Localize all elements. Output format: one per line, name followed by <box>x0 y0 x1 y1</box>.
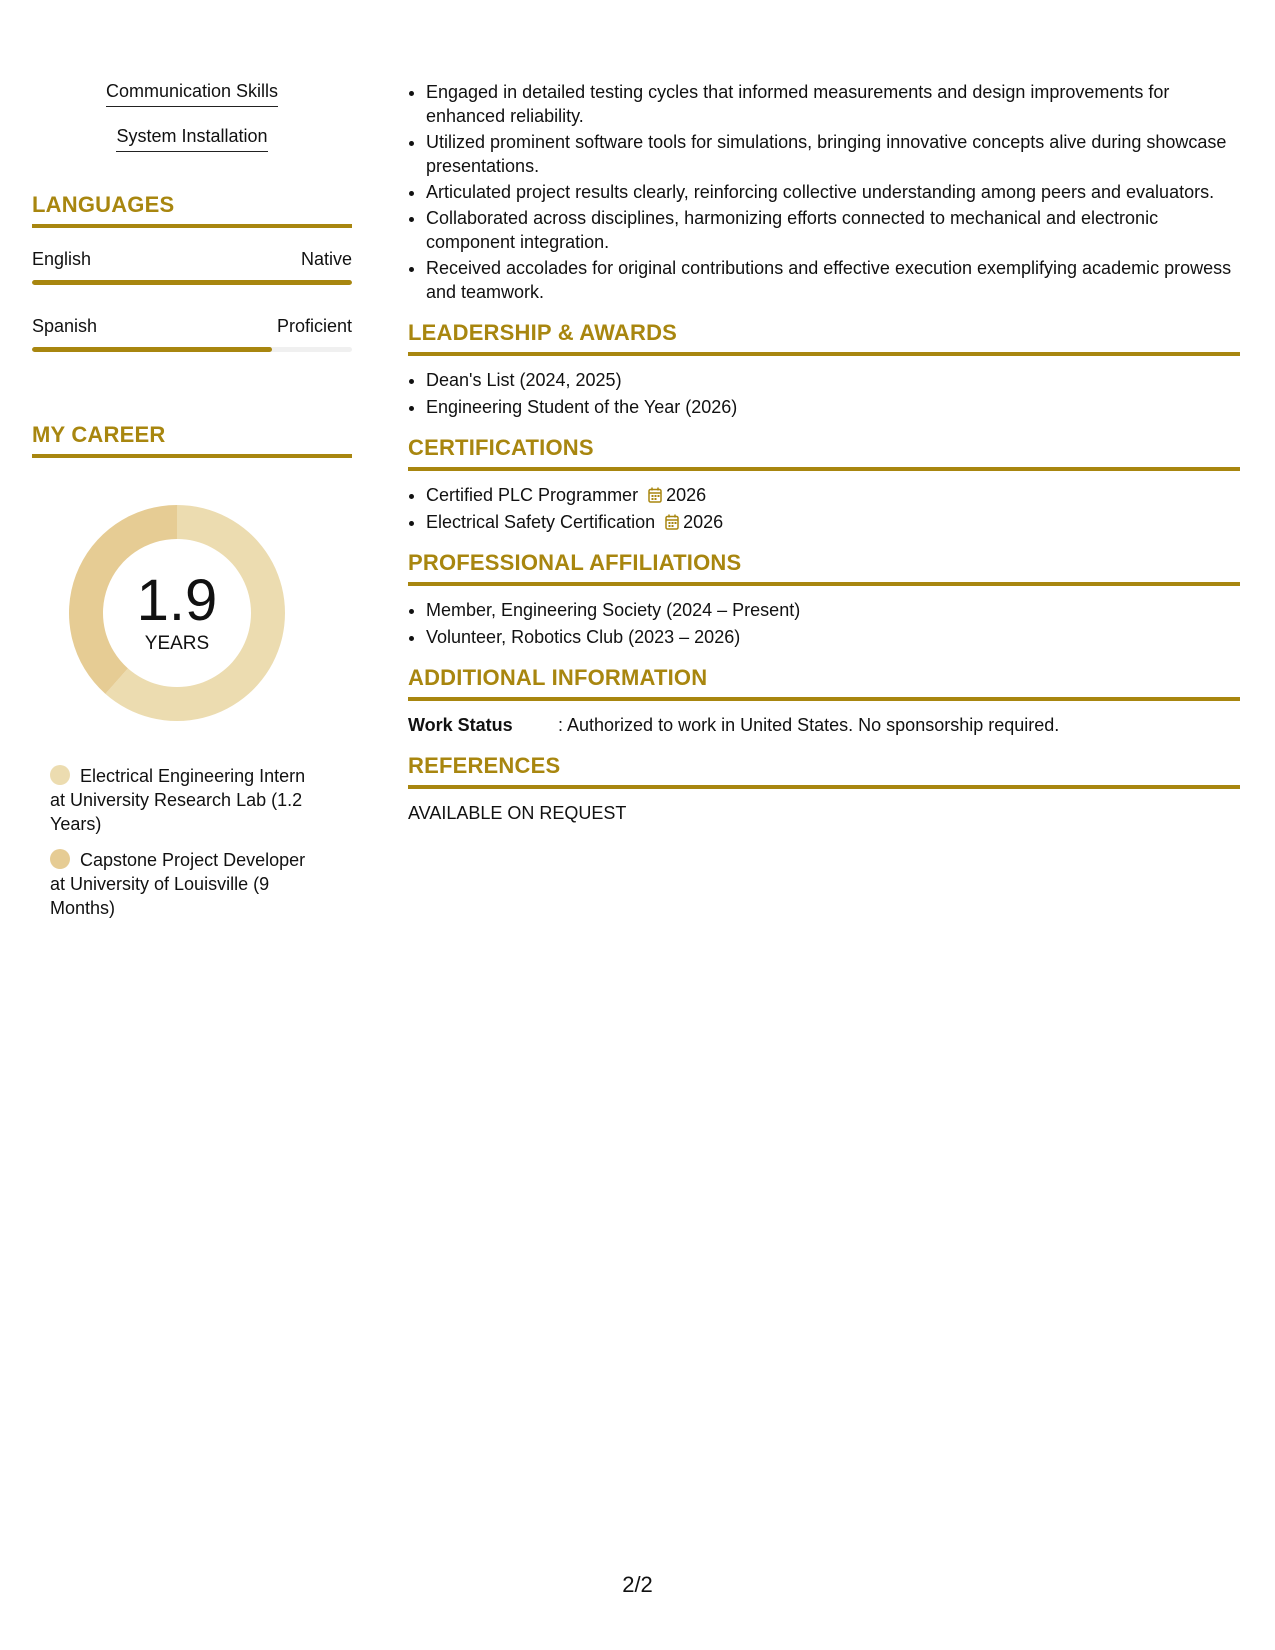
calendar-icon <box>665 514 679 530</box>
career-donut-chart <box>62 498 292 728</box>
language-level-fill <box>32 347 272 352</box>
career-item-text: Electrical Engineering Intern at University Research Lab (1.2 Years) <box>50 766 306 834</box>
list-item: • Dean's List (2024, 2025) <box>426 368 1240 392</box>
language-item <box>32 315 352 352</box>
career-total-number: 1.9 <box>136 568 218 633</box>
list-item: • Volunteer, Robotics Club (2023 – 2026) <box>426 625 1240 649</box>
page-number: 2/2 <box>622 1572 653 1597</box>
skill-chip: System Installation <box>116 125 267 152</box>
list-item: • Engineering Student of the Year (2026) <box>426 395 1240 419</box>
language-name: Spanish <box>32 316 98 336</box>
career-list <box>32 764 352 920</box>
left-column <box>32 80 352 932</box>
additional-info-heading: ADDITIONAL INFORMATION <box>408 665 1240 701</box>
certification-name: Electrical Safety Certification <box>426 512 656 532</box>
affiliations-heading: PROFESSIONAL AFFILIATIONS <box>408 550 1240 586</box>
career-legend-dot <box>50 765 70 785</box>
list-item: • Utilized prominent software tools for simulations, bringing innovative concepts alive during showcase presentations. <box>426 130 1240 178</box>
project-bullet-list <box>408 80 1240 304</box>
list-item: • Member, Engineering Society (2024 – Present) <box>426 598 1240 622</box>
language-item <box>32 248 352 285</box>
certification-name: Certified PLC Programmer <box>426 485 639 505</box>
language-name: English <box>32 249 92 269</box>
language-level-bar <box>32 347 352 352</box>
career-item <box>50 848 320 920</box>
career-heading: MY CAREER <box>32 422 352 458</box>
calendar-icon <box>648 487 662 503</box>
work-status-value: : Authorized to work in United States. No sponsorship required. <box>558 715 1060 735</box>
language-level-fill <box>32 280 352 285</box>
language-level-bar <box>32 280 352 285</box>
work-status-label: Work Status <box>408 715 513 735</box>
references-heading: REFERENCES <box>408 753 1240 789</box>
career-legend-dot <box>50 849 70 869</box>
list-item: • Received accolades for original contributions and effective execution exemplifying academic prowess and teamwork. <box>426 256 1240 304</box>
certification-year: 2026 <box>666 485 707 505</box>
list-item: • Articulated project results clearly, reinforcing collective understanding among peers and evaluators. <box>426 180 1240 204</box>
language-level: Native <box>300 249 352 269</box>
career-total-unit: YEARS <box>144 633 210 654</box>
career-item <box>50 764 320 836</box>
skill-chip: Communication Skills <box>106 80 278 107</box>
list-item: • Collaborated across disciplines, harmonizing efforts connected to mechanical and electronic component integration. <box>426 206 1240 254</box>
leadership-list <box>408 368 1240 419</box>
list-item: • Engaged in detailed testing cycles that informed measurements and design improvements for enhanced reliability. <box>426 80 1240 128</box>
work-status-row <box>408 713 1240 737</box>
certification-year: 2026 <box>683 512 724 532</box>
leadership-heading: LEADERSHIP & AWARDS <box>408 320 1240 356</box>
list-item <box>426 510 1240 534</box>
certifications-heading: CERTIFICATIONS <box>408 435 1240 471</box>
languages-heading: LANGUAGES <box>32 192 352 228</box>
right-column <box>408 80 1240 825</box>
certifications-list <box>408 483 1240 534</box>
language-level: Proficient <box>276 316 352 336</box>
list-item <box>426 483 1240 507</box>
references-text: AVAILABLE ON REQUEST <box>408 803 627 823</box>
career-item-text: Capstone Project Developer at University of Louisville (9 Months) <box>50 850 306 918</box>
affiliations-list <box>408 598 1240 649</box>
